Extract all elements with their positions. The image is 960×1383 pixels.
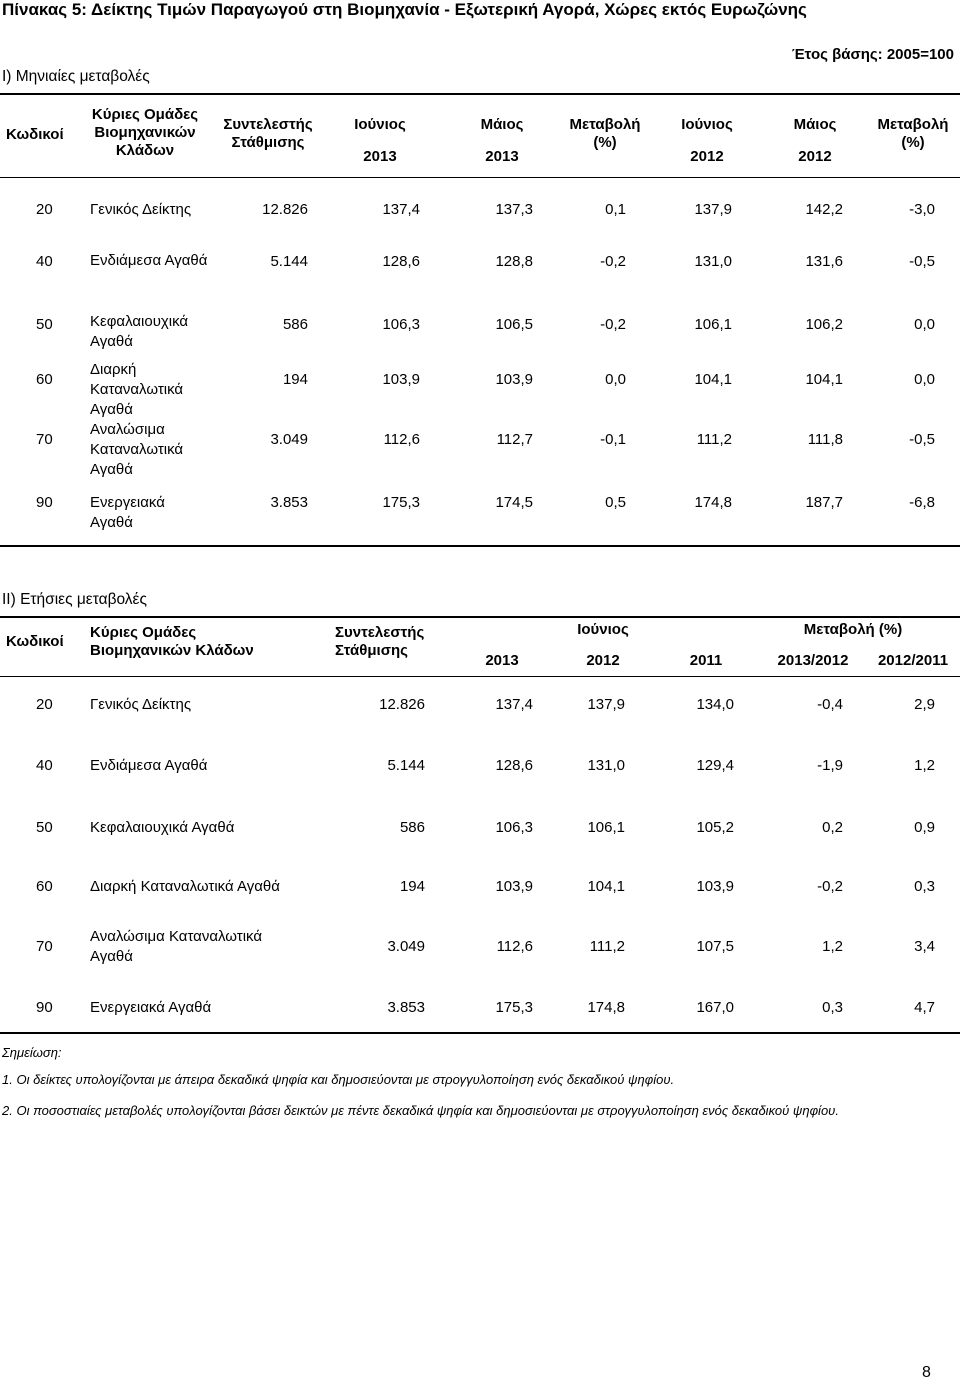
monthly-row-weight: 5.144 [270,253,308,270]
monthly-row-value: 104,1 [805,371,843,388]
annual-row-value: 174,8 [587,999,625,1016]
monthly-section-title: Ι) Μηνιαίες μεταβολές [2,68,150,85]
monthly-row-value: 137,4 [382,201,420,218]
annual-row-weight: 586 [399,819,425,836]
notes-heading: Σημείωση: [2,1045,62,1060]
monthly-row-value: 103,9 [382,371,420,388]
annual-row-code: 40 [36,757,53,774]
annual-row-value: 103,9 [696,878,734,895]
monthly-row-value: 187,7 [805,494,843,511]
annual-row-value: -1,9 [817,757,843,774]
annual-row-value: 112,6 [496,938,533,955]
annual-row-value: 2,9 [914,696,935,713]
monthly-header-groups: Κύριες Ομάδες Βιομηχανικών Κλάδων [91,106,199,159]
annual-header-groups: Κύριες Ομάδες Βιομηχανικών Κλάδων [90,624,254,659]
annual-row-value: 137,9 [587,696,625,713]
monthly-row-value: 0,0 [605,371,626,388]
monthly-row-value: 106,2 [805,316,843,333]
monthly-row-value: 131,6 [805,253,843,270]
note-2: 2. Οι ποσοστιαίες μεταβολές υπολογίζονται βάσει δεικτών με πέντε δεκαδικά ψηφία και δημοσιεύονται με στρογγυλοποίηση ενός δεκαδικού ψηφίου. [2,1103,839,1118]
monthly-row-value: -0,1 [600,431,626,448]
annual-row-value: 137,4 [495,696,533,713]
annual-row-code: 90 [36,999,53,1016]
monthly-row-value: -0,2 [600,316,626,333]
annual-row-name: Αναλώσιμα Καταναλωτικά Αγαθά [90,928,263,965]
monthly-row-value: -3,0 [909,201,935,218]
monthly-row-weight: 586 [282,316,308,333]
annual-row-value: 4,7 [914,999,935,1016]
monthly-header-may2012: Μάιος 2012 [793,116,837,165]
monthly-row-value: 131,0 [694,253,732,270]
monthly-row-value: 174,8 [694,494,732,511]
monthly-row-weight: 3.853 [270,494,308,511]
monthly-row-code: 70 [36,431,53,448]
monthly-row-value: 0,0 [914,316,935,333]
monthly-row-value: 0,0 [914,371,935,388]
annual-row-value: 167,0 [696,999,734,1016]
monthly-row-weight: 194 [282,371,308,388]
page-title: Πίνακας 5: Δείκτης Τιμών Παραγωγού στη Βιομηχανία - Εξωτερική Αγορά, Χώρες εκτός Ευρωζώνης [2,0,807,19]
annual-row-code: 20 [36,696,53,713]
monthly-row-value: 106,5 [495,316,533,333]
monthly-row-value: 0,1 [605,201,626,218]
monthly-row-value: -6,8 [909,494,935,511]
annual-section-title: ΙΙ) Ετήσιες μεταβολές [2,591,147,608]
page-number: 8 [922,1364,931,1381]
annual-bottom-rule [0,1032,960,1034]
annual-row-value: 103,9 [495,878,533,895]
annual-top-rule [0,616,960,618]
annual-header-june: Ιούνιος [577,621,629,638]
annual-row-value: 104,1 [587,878,625,895]
annual-row-value: 131,0 [587,757,625,774]
annual-row-weight: 194 [399,878,425,895]
annual-header-period-2: 2012/2011 [877,652,949,669]
annual-header-rule [0,676,960,677]
note-1: 1. Οι δείκτες υπολογίζονται με άπειρα δεκαδικά ψηφία και δημοσιεύονται με στρογγυλοποίηση ενός δεκαδικού ψηφίου. [2,1072,675,1087]
annual-row-value: 134,0 [696,696,734,713]
monthly-row-value: 111,2 [696,431,732,448]
annual-header-year-2011: 2011 [689,652,723,669]
annual-row-name: Κεφαλαιουχικά Αγαθά [90,819,235,836]
monthly-row-code: 20 [36,201,53,218]
monthly-row-weight: 12.826 [262,201,308,218]
monthly-header-rule [0,177,960,178]
annual-row-weight: 5.144 [387,757,425,774]
annual-row-value: 128,6 [495,757,533,774]
monthly-row-weight: 3.049 [270,431,308,448]
annual-row-code: 50 [36,819,53,836]
annual-header-weights: Συντελεστής Στάθμισης [335,624,425,659]
monthly-row-value: 174,5 [495,494,533,511]
monthly-header-weights: Συντελεστής Στάθμισης [223,116,313,151]
monthly-row-value: 175,3 [382,494,420,511]
annual-row-value: -0,4 [817,696,843,713]
monthly-row-value: 137,3 [495,201,533,218]
monthly-row-name: Διαρκή Καταναλωτικά Αγαθά [90,361,184,418]
monthly-row-value: 128,8 [495,253,533,270]
monthly-row-value: 128,6 [382,253,420,270]
annual-row-value: 129,4 [696,757,734,774]
monthly-row-value: 111,8 [807,431,843,448]
monthly-top-rule [0,93,960,95]
annual-row-value: 1,2 [914,757,935,774]
monthly-row-code: 50 [36,316,53,333]
annual-row-value: 106,3 [495,819,533,836]
annual-row-value: 0,3 [822,999,843,1016]
monthly-header-chg2: Μεταβολή (%) [877,116,949,151]
monthly-row-name: Γενικός Δείκτης [90,201,192,218]
monthly-row-value: 104,1 [694,371,732,388]
annual-row-weight: 12.826 [379,696,425,713]
monthly-row-value: 106,3 [382,316,420,333]
monthly-row-value: -0,5 [909,431,935,448]
monthly-header-may2013: Μάιος 2013 [480,116,524,165]
annual-header-period-1: 2013/2012 [777,652,849,669]
monthly-header-jun2012: Ιούνιος 2012 [681,116,733,165]
annual-row-value: -0,2 [817,878,843,895]
annual-header-change: Μεταβολή (%) [803,621,903,638]
annual-header-codes: Κωδικοί [6,633,64,650]
annual-row-value: 0,9 [914,819,935,836]
monthly-row-name: Κεφαλαιουχικά Αγαθά [90,313,189,350]
monthly-row-value: 0,5 [605,494,626,511]
annual-row-name: Γενικός Δείκτης [90,696,192,713]
monthly-row-value: 112,7 [496,431,533,448]
annual-row-value: 106,1 [587,819,625,836]
monthly-header-codes: Κωδικοί [6,126,64,143]
monthly-row-code: 90 [36,494,53,511]
monthly-row-value: 137,9 [694,201,732,218]
annual-row-value: 105,2 [696,819,734,836]
annual-row-name: Ενεργειακά Αγαθά [90,999,212,1016]
annual-row-code: 60 [36,878,53,895]
monthly-row-value: -0,2 [600,253,626,270]
annual-row-value: 3,4 [914,938,935,955]
annual-row-value: 0,3 [914,878,935,895]
monthly-row-value: 106,1 [694,316,732,333]
annual-row-value: 107,5 [696,938,734,955]
annual-row-value: 175,3 [495,999,533,1016]
monthly-row-value: 112,6 [383,431,420,448]
monthly-row-code: 60 [36,371,53,388]
annual-row-value: 1,2 [822,938,843,955]
annual-row-value: 111,2 [589,938,625,955]
base-year: Έτος βάσης: 2005=100 [791,46,954,63]
monthly-row-name: Αναλώσιμα Καταναλωτικά Αγαθά [90,421,184,478]
annual-row-name: Διαρκή Καταναλωτικά Αγαθά [90,878,280,895]
annual-row-code: 70 [36,938,53,955]
monthly-row-value: 142,2 [805,201,843,218]
annual-row-weight: 3.049 [387,938,425,955]
monthly-header-jun2013: Ιούνιος 2013 [354,116,406,165]
monthly-row-name: Ενεργειακά Αγαθά [90,494,165,531]
monthly-row-value: 103,9 [495,371,533,388]
monthly-row-code: 40 [36,253,53,270]
annual-header-year-2012: 2012 [586,652,620,669]
annual-row-name: Ενδιάμεσα Αγαθά [90,757,208,774]
monthly-row-value: -0,5 [909,253,935,270]
annual-row-weight: 3.853 [387,999,425,1016]
monthly-row-name: Ενδιάμεσα Αγαθά [90,252,208,269]
annual-row-value: 0,2 [822,819,843,836]
monthly-bottom-rule [0,545,960,547]
monthly-header-chg1: Μεταβολή (%) [569,116,641,151]
annual-header-year-2013: 2013 [485,652,519,669]
